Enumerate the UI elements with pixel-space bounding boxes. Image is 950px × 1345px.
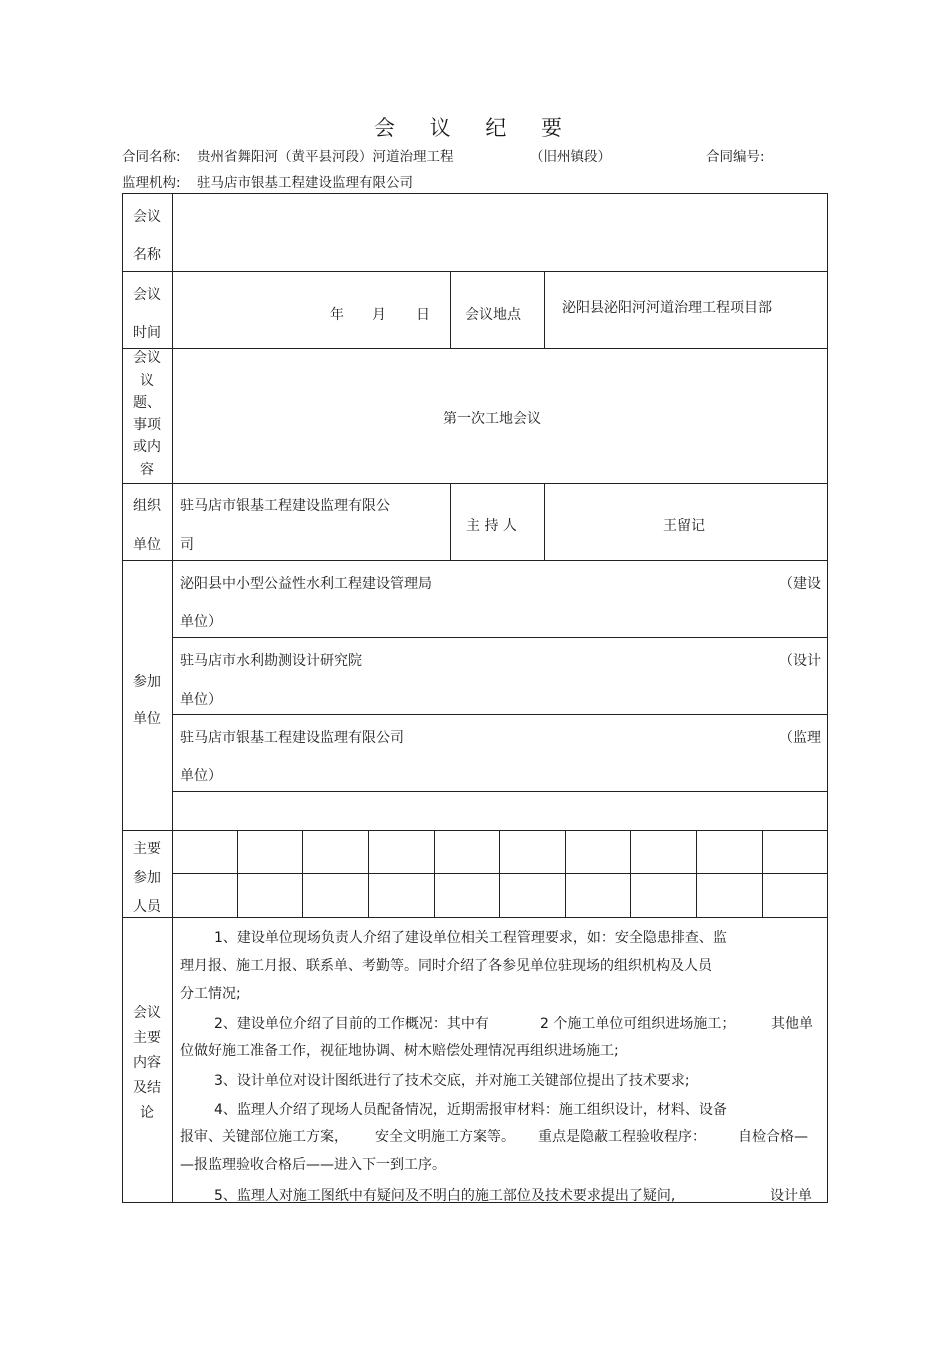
- content-label-1: 会议: [133, 1005, 161, 1021]
- participants-label-1: 参加: [133, 674, 161, 690]
- contract-name-value: 贵州省舞阳河（黄平县河段）河道治理工程: [197, 149, 454, 165]
- content-label-2: 主要: [133, 1030, 161, 1046]
- table-border: [122, 348, 828, 349]
- content-item-4-line-1: 4、监理人介绍了现场人员配备情况，近期需报审材料：施工组织设计，材料、设备: [214, 1102, 727, 1118]
- table-border: [544, 271, 545, 348]
- content-item-4-line-2d: 自检合格—: [738, 1129, 808, 1145]
- participant-name: 驻马店市银基工程建设监理有限公司: [180, 730, 404, 746]
- host-value: 王留记: [663, 518, 705, 534]
- table-border: [368, 830, 369, 917]
- table-border: [122, 830, 828, 831]
- organizer-label-1: 组织: [133, 498, 161, 514]
- table-border: [122, 917, 828, 918]
- table-border: [450, 483, 451, 560]
- content-item-2-line-1b: 2 个施工单位可组织进场施工；: [540, 1016, 736, 1032]
- topic-label-3: 题、: [133, 395, 161, 411]
- content-item-1-line-2: 理月报、施工月报、联系单、考勤等。同时介绍了各参见单位驻现场的组织机构及人员: [180, 958, 712, 974]
- location-label: 会议地点: [465, 307, 521, 323]
- content-item-4-line-3: —报监理验收合格后——进入下一到工序。: [180, 1157, 446, 1173]
- contract-no-label: 合同编号:: [706, 149, 765, 165]
- content-item-1-line-3: 分工情况;: [180, 986, 241, 1002]
- topic-value: 第一次工地会议: [443, 411, 541, 427]
- page-title: 会 议 纪 要: [373, 116, 577, 140]
- table-border: [630, 830, 631, 917]
- table-border: [172, 791, 828, 792]
- location-value: 泌阳县泌阳河河道治理工程项目部: [562, 300, 772, 316]
- table-border: [696, 830, 697, 917]
- meeting-time-label-1: 会议: [133, 287, 161, 303]
- content-label-5: 论: [140, 1105, 154, 1121]
- meeting-name-label-1: 会议: [133, 209, 161, 225]
- content-item-1-line-1: 1、建设单位现场负责人介绍了建设单位相关工程管理要求，如：安全隐患排查、监: [214, 930, 727, 946]
- table-border: [122, 193, 828, 194]
- participant-role-cont: 单位）: [180, 768, 222, 784]
- main-people-label-2: 参加: [133, 870, 161, 886]
- table-border: [450, 271, 451, 348]
- content-label-4: 及结: [133, 1080, 161, 1096]
- supervisor-label: 监理机构:: [122, 175, 181, 191]
- content-item-2-line-2: 位做好施工准备工作，视征地协调、树木赔偿处理情况再组织进场施工;: [180, 1043, 619, 1059]
- content-item-2-line-1c: 其他单: [771, 1016, 813, 1032]
- table-border: [172, 873, 828, 874]
- content-item-3: 3、设计单位对设计图纸进行了技术交底，并对施工关键部位提出了技术要求;: [214, 1073, 690, 1089]
- content-item-5-line-1a: 5、监理人对施工图纸中有疑问及不明白的施工部位及技术要求提出了疑问,: [214, 1188, 676, 1204]
- table-border: [499, 830, 500, 917]
- organizer-value-1: 驻马店市银基工程建设监理有限公: [180, 498, 390, 514]
- date-year: 年: [330, 307, 344, 323]
- contract-name-label: 合同名称:: [122, 149, 181, 165]
- table-border: [172, 193, 173, 1203]
- topic-label-6: 容: [140, 462, 154, 478]
- contract-section: （旧州镇段）: [530, 149, 611, 165]
- table-border: [122, 560, 828, 561]
- topic-label-4: 事项: [133, 417, 161, 433]
- table-border: [172, 637, 828, 638]
- supervisor-value: 驻马店市银基工程建设监理有限公司: [197, 175, 413, 191]
- organizer-label-2: 单位: [133, 537, 161, 553]
- table-border: [122, 483, 828, 484]
- participant-role: （监理: [779, 730, 821, 746]
- participant-role-cont: 单位）: [180, 692, 222, 708]
- table-border: [122, 193, 123, 1203]
- date-day: 日: [416, 307, 430, 323]
- table-border: [544, 483, 545, 560]
- table-border: [237, 830, 238, 917]
- participant-role: （建设: [779, 576, 821, 592]
- table-border: [434, 830, 435, 917]
- topic-label-1: 会议: [133, 350, 161, 366]
- content-item-4-line-2b: 安全文明施工方案等。: [375, 1129, 515, 1145]
- host-label: 主 持 人: [466, 518, 517, 534]
- meeting-name-label-2: 名称: [133, 247, 161, 263]
- topic-label-2: 议: [140, 373, 154, 389]
- participant-role: （设计: [779, 653, 821, 669]
- participant-role-cont: 单位）: [180, 614, 222, 630]
- date-month: 月: [372, 307, 386, 323]
- organizer-value-2: 司: [180, 537, 194, 553]
- table-border: [122, 271, 828, 272]
- main-people-label-1: 主要: [133, 841, 161, 857]
- participants-label-2: 单位: [133, 711, 161, 727]
- topic-label-5: 或内: [133, 439, 161, 455]
- content-item-5-line-1b: 设计单: [770, 1188, 812, 1204]
- content-label-3: 内容: [133, 1055, 161, 1071]
- content-item-4-line-2c: 重点是隐蔽工程验收程序：: [538, 1129, 706, 1145]
- main-people-label-3: 人员: [133, 899, 161, 915]
- participant-name: 泌阳县中小型公益性水利工程建设管理局: [180, 576, 432, 592]
- table-border: [762, 830, 763, 917]
- meeting-time-label-2: 时间: [133, 325, 161, 341]
- participant-name: 驻马店市水利勘测设计研究院: [180, 653, 362, 669]
- table-border: [565, 830, 566, 917]
- content-item-4-line-2a: 报审、关键部位施工方案，: [180, 1129, 348, 1145]
- table-border: [827, 193, 828, 1203]
- table-border: [172, 714, 828, 715]
- table-border: [302, 830, 303, 917]
- content-item-2-line-1a: 2、建设单位介绍了目前的工作概况：其中有: [214, 1016, 489, 1032]
